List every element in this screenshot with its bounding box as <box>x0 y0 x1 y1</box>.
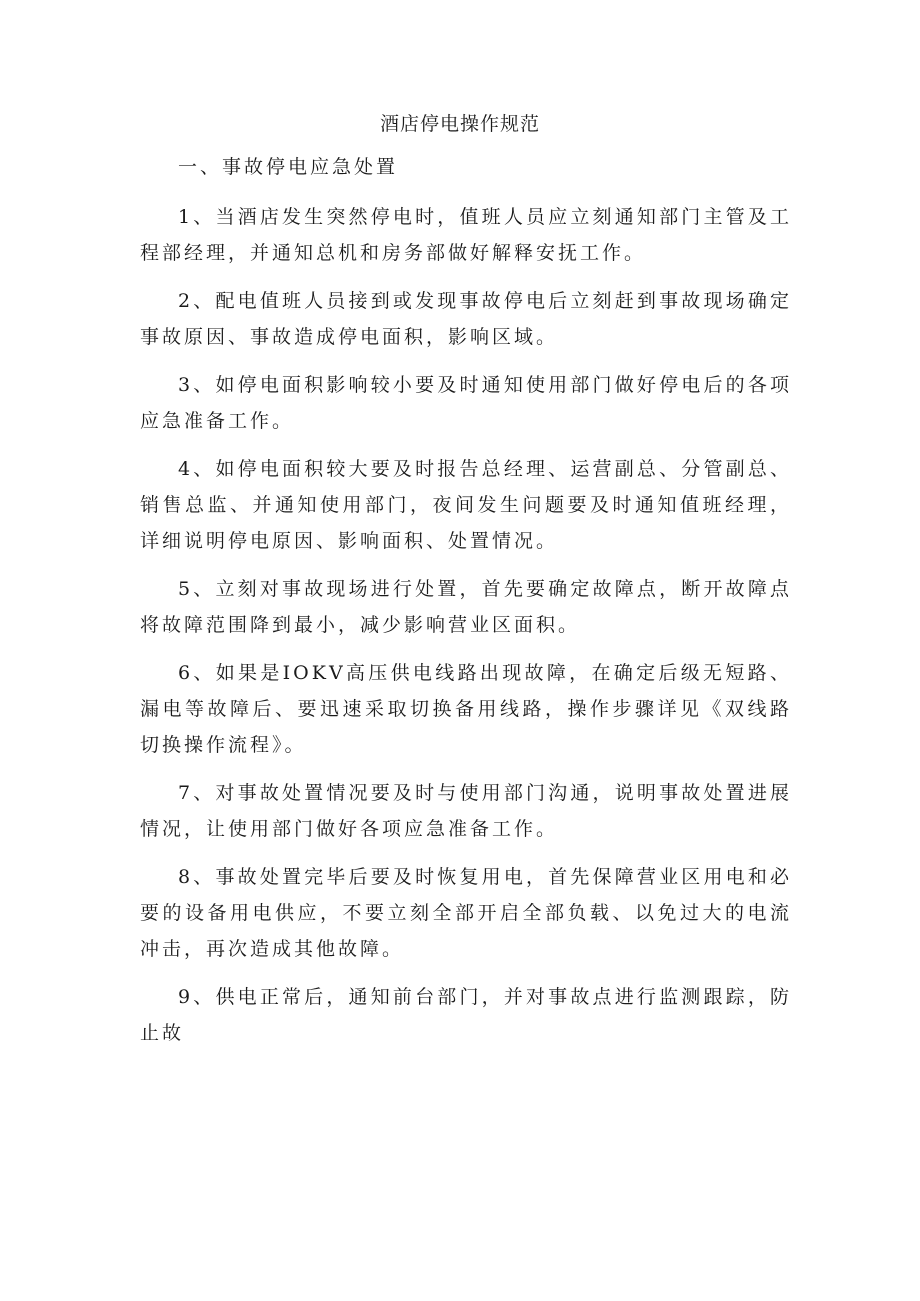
paragraph-3: 3、如停电面积影响较小要及时通知使用部门做好停电后的各项应急准备工作。 <box>140 374 792 432</box>
paragraph-9: 9、供电正常后，通知前台部门，并对事故点进行监测跟踪，防止故 <box>140 986 792 1044</box>
paragraph-2: 2、配电值班人员接到或发现事故停电后立刻赶到事故现场确定事故原因、事故造成停电面积，影响区域。 <box>140 290 792 348</box>
paragraph-4: 4、如停电面积较大要及时报告总经理、运营副总、分管副总、销售总监、并通知使用部门，夜间发生问题要及时通知值班经理，详细说明停电原因、影响面积、处置情况。 <box>140 458 792 552</box>
paragraph-6: 6、如果是IOKV高压供电线路出现故障，在确定后级无短路、漏电等故障后、要迅速采取切换备用线路，操作步骤详见《双线路切换操作流程》。 <box>140 662 792 756</box>
document-body <box>140 149 792 1063</box>
paragraph-7: 7、对事故处置情况要及时与使用部门沟通，说明事故处置进展情况，让使用部门做好各项应急准备工作。 <box>140 782 792 840</box>
paragraph-1: 1、当酒店发生突然停电时，值班人员应立刻通知部门主管及工程部经理，并通知总机和房务部做好解释安抚工作。 <box>140 206 792 264</box>
document-title: 酒店停电操作规范 <box>379 113 540 135</box>
section-heading: 一、事故停电应急处置 <box>178 156 399 178</box>
paragraph-5: 5、立刻对事故现场进行处置，首先要确定故障点，断开故障点将故障范围降到最小，减少影响营业区面积。 <box>140 578 792 636</box>
paragraph-8: 8、事故处置完毕后要及时恢复用电，首先保障营业区用电和必要的设备用电供应，不要立刻全部开启全部负载、以免过大的电流冲击，再次造成其他故障。 <box>140 866 792 960</box>
